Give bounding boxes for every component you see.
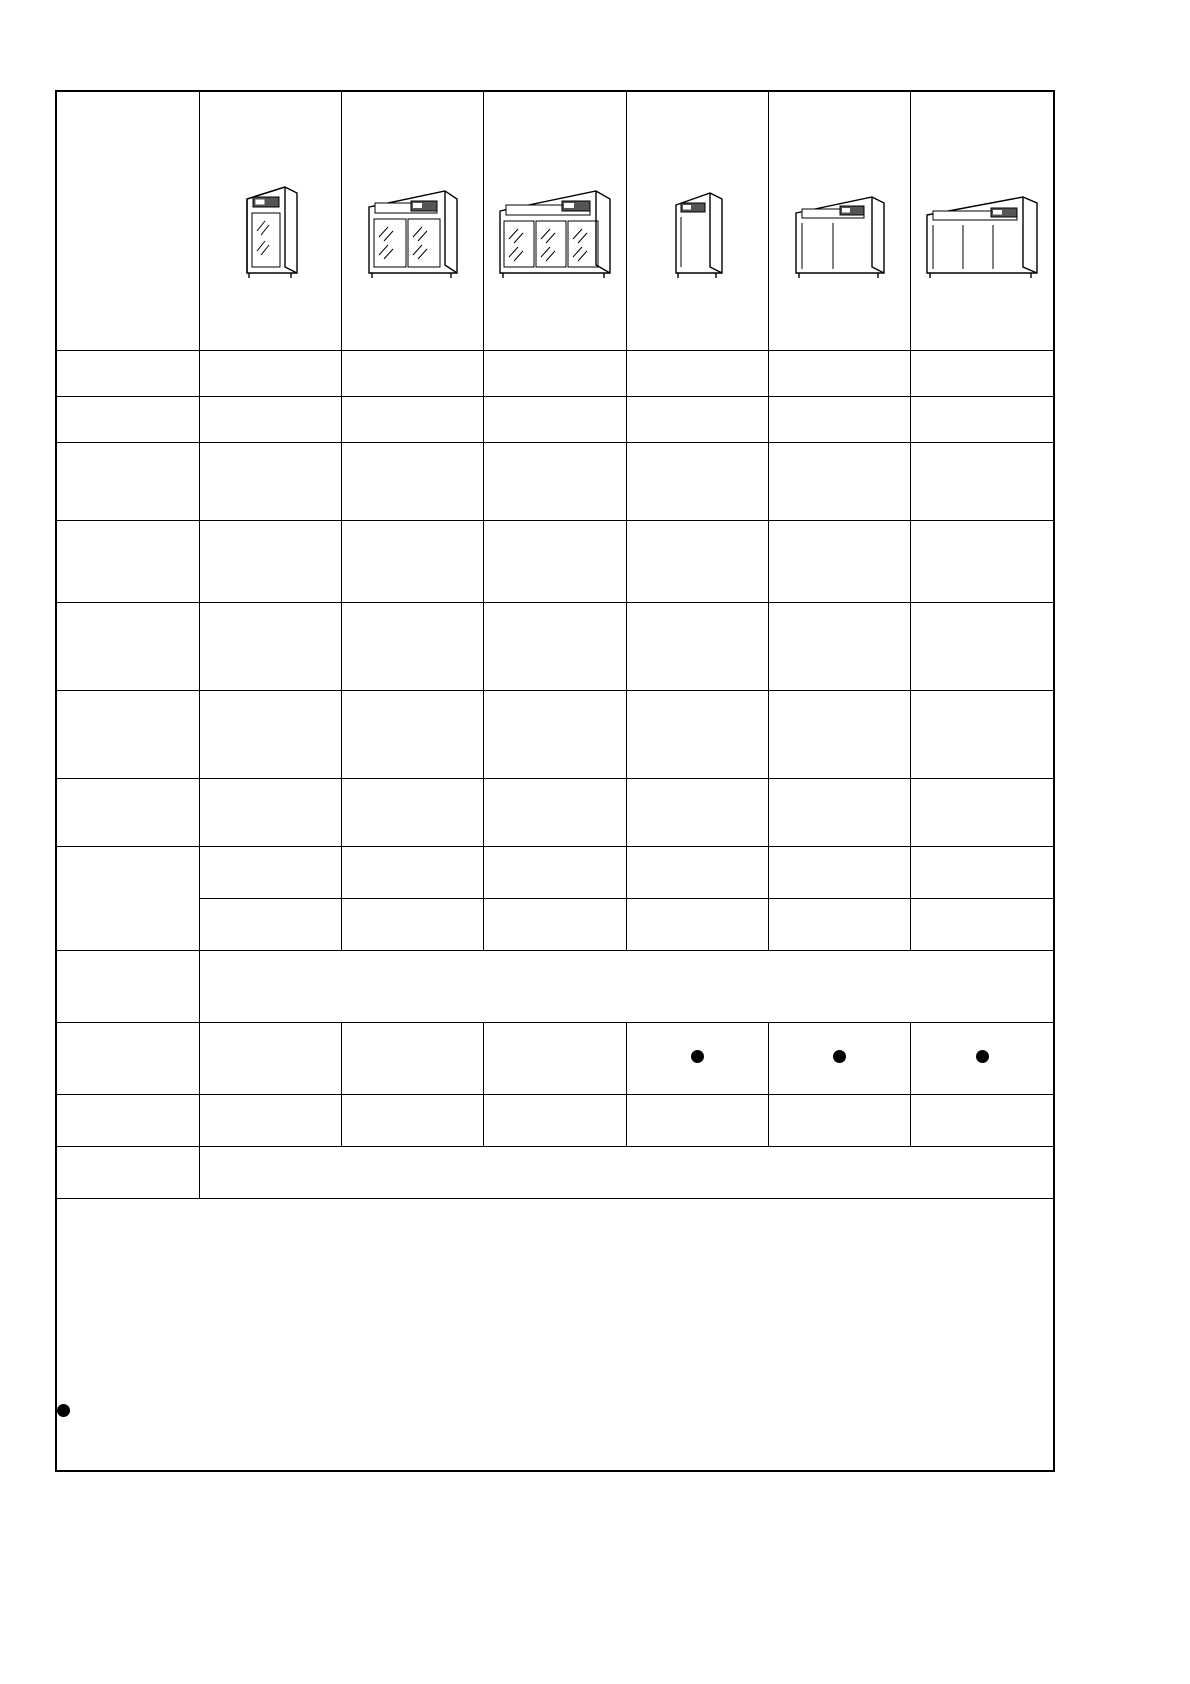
row-value-6 <box>911 397 1053 443</box>
footer-note-block <box>57 1199 1053 1471</box>
row-value-2 <box>342 603 484 691</box>
table-row <box>57 779 1053 847</box>
row-label <box>57 951 199 1023</box>
row-value-2 <box>342 521 484 603</box>
model-column-2 <box>342 92 484 351</box>
row-value-5 <box>768 397 910 443</box>
row-value-1 <box>199 847 341 899</box>
table-row <box>57 603 1053 691</box>
row-value-3 <box>484 351 626 397</box>
row-label <box>57 443 199 521</box>
row-value-2 <box>342 847 484 899</box>
row-label-split <box>57 847 199 951</box>
table-header-row <box>57 92 1053 351</box>
table-row <box>57 1095 1053 1147</box>
row-value-1 <box>199 779 341 847</box>
specification-table-frame <box>55 90 1055 1472</box>
row-value-6 <box>911 1023 1053 1095</box>
table-row <box>57 847 1053 899</box>
single-door-glass-cabinet-icon <box>200 161 341 281</box>
row-label <box>57 397 199 443</box>
model-column-6 <box>911 92 1053 351</box>
row-value-5 <box>768 1095 910 1147</box>
row-value-4 <box>626 691 768 779</box>
row-value-4 <box>626 1023 768 1095</box>
row-value-6 <box>911 779 1053 847</box>
row-value-1 <box>199 899 341 951</box>
row-value-3 <box>484 1095 626 1147</box>
row-value-5 <box>768 603 910 691</box>
row-value-3 <box>484 779 626 847</box>
bullet-dot-icon <box>833 1050 846 1063</box>
row-value-6 <box>911 521 1053 603</box>
row-value-5 <box>768 779 910 847</box>
table-row <box>57 1023 1053 1095</box>
row-label <box>57 1023 199 1095</box>
row-value-6 <box>911 443 1053 521</box>
row-value-1 <box>199 397 341 443</box>
row-value-3 <box>484 847 626 899</box>
row-value-2 <box>342 691 484 779</box>
row-value-3 <box>484 443 626 521</box>
table-row <box>57 351 1053 397</box>
two-door-solid-cabinet-icon <box>769 161 910 281</box>
row-value-4 <box>626 899 768 951</box>
row-value-5 <box>768 899 910 951</box>
row-value-1 <box>199 521 341 603</box>
row-value-2 <box>342 779 484 847</box>
row-value-5 <box>768 351 910 397</box>
row-value-2 <box>342 1095 484 1147</box>
row-label <box>57 603 199 691</box>
row-span-note <box>199 951 1053 1023</box>
bullet-dot-icon <box>691 1050 704 1063</box>
row-value-2 <box>342 443 484 521</box>
row-value-6 <box>911 1095 1053 1147</box>
row-value-5 <box>768 691 910 779</box>
row-span-note <box>199 1147 1053 1199</box>
row-value-4 <box>626 847 768 899</box>
footer-row <box>57 1199 1053 1471</box>
row-value-4 <box>626 397 768 443</box>
bullet-dot-icon <box>57 1404 70 1417</box>
model-column-1 <box>199 92 341 351</box>
footer-bullet-row <box>57 1402 1053 1417</box>
row-label <box>57 1095 199 1147</box>
table-row <box>57 521 1053 603</box>
row-value-2 <box>342 899 484 951</box>
row-value-1 <box>199 603 341 691</box>
row-label <box>57 521 199 603</box>
row-value-4 <box>626 443 768 521</box>
row-value-4 <box>626 351 768 397</box>
row-value-5 <box>768 521 910 603</box>
row-value-2 <box>342 1023 484 1095</box>
row-value-1 <box>199 351 341 397</box>
row-value-2 <box>342 397 484 443</box>
two-door-glass-cabinet-icon <box>342 161 483 281</box>
header-description-cell <box>57 92 199 351</box>
row-value-4 <box>626 1095 768 1147</box>
row-value-3 <box>484 691 626 779</box>
row-value-6 <box>911 691 1053 779</box>
bullet-dot-icon <box>976 1050 989 1063</box>
specification-table <box>57 92 1053 1470</box>
row-label <box>57 691 199 779</box>
row-value-1 <box>199 1095 341 1147</box>
row-label <box>57 779 199 847</box>
table-row <box>57 443 1053 521</box>
table-row <box>57 691 1053 779</box>
row-value-3 <box>484 397 626 443</box>
row-value-5 <box>768 443 910 521</box>
row-label <box>57 1147 199 1199</box>
row-value-6 <box>911 603 1053 691</box>
model-column-4 <box>626 92 768 351</box>
row-value-3 <box>484 603 626 691</box>
row-value-6 <box>911 899 1053 951</box>
row-value-6 <box>911 847 1053 899</box>
row-value-3 <box>484 1023 626 1095</box>
row-value-1 <box>199 691 341 779</box>
table-row <box>57 397 1053 443</box>
row-value-5 <box>768 1023 910 1095</box>
three-door-solid-cabinet-icon <box>911 161 1053 281</box>
model-column-5 <box>768 92 910 351</box>
model-column-3 <box>484 92 626 351</box>
row-value-2 <box>342 351 484 397</box>
row-value-6 <box>911 351 1053 397</box>
row-value-5 <box>768 847 910 899</box>
row-value-3 <box>484 899 626 951</box>
single-door-solid-cabinet-icon <box>627 161 768 281</box>
row-value-3 <box>484 521 626 603</box>
row-value-4 <box>626 521 768 603</box>
row-value-4 <box>626 779 768 847</box>
row-value-1 <box>199 1023 341 1095</box>
table-row-span <box>57 1147 1053 1199</box>
table-row <box>57 899 1053 951</box>
three-door-glass-cabinet-icon <box>484 161 625 281</box>
row-value-1 <box>199 443 341 521</box>
row-label <box>57 351 199 397</box>
row-value-4 <box>626 603 768 691</box>
table-row-span <box>57 951 1053 1023</box>
